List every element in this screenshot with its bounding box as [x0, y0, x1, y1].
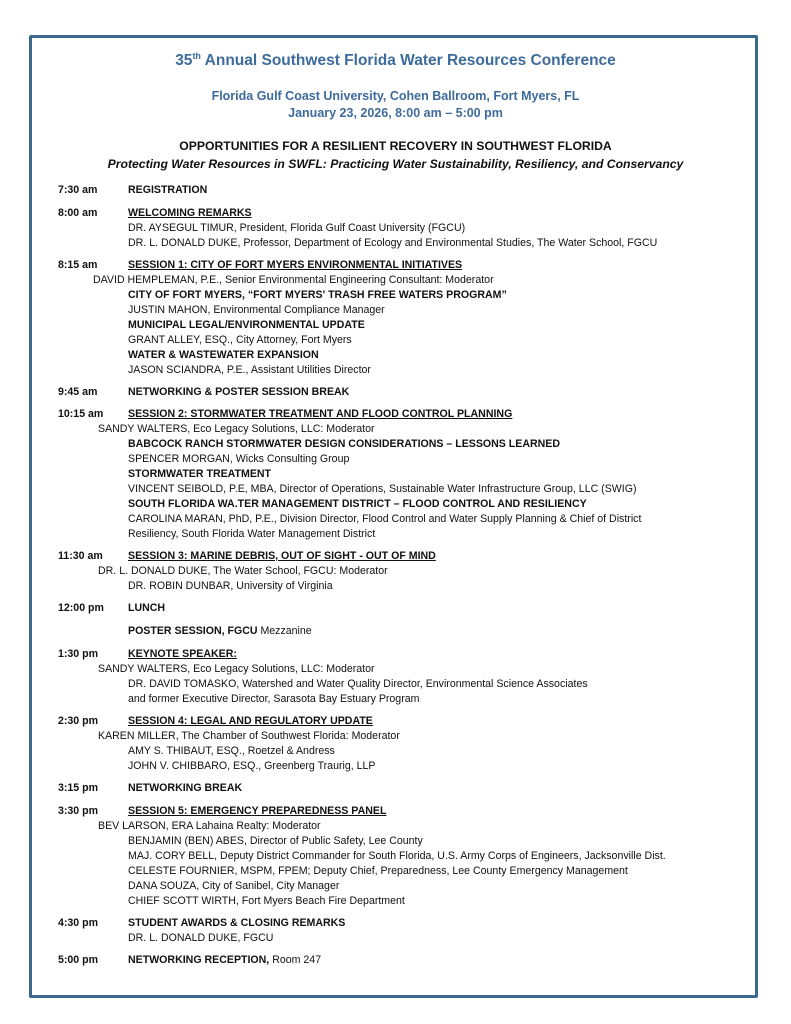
speaker: JASON SCIANDRA, P.E., Assistant Utilities Director	[128, 364, 371, 376]
agenda-time: 4:30 pm	[58, 917, 99, 929]
agenda-time: 9:45 am	[58, 386, 98, 398]
agenda-title	[128, 781, 242, 796]
title-number: 35	[175, 52, 193, 70]
talk-title: MUNICIPAL LEGAL/ENVIRONMENTAL UPDATE	[128, 319, 365, 331]
moderator: SANDY WALTERS, Eco Legacy Solutions, LLC: Moderator	[98, 663, 375, 675]
agenda-time: 2:30 pm	[58, 715, 99, 727]
agenda-title-text: SESSION 2: STORMWATER TREATMENT AND FLOOD CONTROL PLANNING	[128, 408, 513, 420]
agenda-time: 3:30 pm	[58, 805, 99, 817]
speaker: DR. AYSEGUL TIMUR, President, Florida Gulf Coast University (FGCU)	[128, 222, 466, 234]
agenda-time: 8:00 am	[58, 207, 98, 219]
moderator: BEV LARSON, ERA Lahaina Realty: Moderator	[98, 820, 321, 832]
talk-title: SOUTH FLORIDA WA.TER MANAGEMENT DISTRICT – FLOOD CONTROL AND RESILIENCY	[128, 498, 587, 510]
agenda-title-text: SESSION 5: EMERGENCY PREPAREDNESS PANEL	[128, 805, 387, 817]
moderator: SANDY WALTERS, Eco Legacy Solutions, LLC: Moderator	[98, 423, 375, 435]
speaker: CHIEF SCOTT WIRTH, Fort Myers Beach Fire Department	[128, 895, 405, 907]
agenda-title-location: Mezzanine	[257, 625, 312, 637]
event-date: January 23, 2026, 8:00 am – 5:00 pm	[288, 106, 503, 120]
speaker: GRANT ALLEY, ESQ., City Attorney, Fort Myers	[128, 334, 352, 346]
agenda-title-text: NETWORKING & POSTER SESSION BREAK	[128, 386, 350, 398]
agenda-title	[128, 916, 345, 931]
speaker: DR. L. DONALD DUKE, FGCU	[128, 932, 274, 944]
speaker: JOHN V. CHIBBARO, ESQ., Greenberg Traurig, LLP	[128, 760, 376, 772]
agenda-title	[128, 647, 237, 662]
speaker: DR. DAVID TOMASKO, Watershed and Water Quality Director, Environmental Science Associates	[128, 678, 588, 690]
agenda-time: 10:15 am	[58, 408, 104, 420]
agenda-time: 12:00 pm	[58, 602, 104, 614]
title-ordinal: th	[192, 51, 201, 61]
speaker: DR. ROBIN DUNBAR, University of Virginia	[128, 580, 333, 592]
speaker: BENJAMIN (BEN) ABES, Director of Public Safety, Lee County	[128, 835, 423, 847]
agenda-time: 3:15 pm	[58, 782, 99, 794]
agenda-title-text: SESSION 3: MARINE DEBRIS, OUT OF SIGHT - OUT OF MIND	[128, 550, 436, 562]
speaker: MAJ. CORY BELL, Deputy District Commander for South Florida, U.S. Army Corps of Engineers, Jacksonville Dist.	[128, 850, 666, 862]
moderator: KAREN MILLER, The Chamber of Southwest Florida: Moderator	[98, 730, 400, 742]
subtheme: Protecting Water Resources in SWFL: Practicing Water Sustainability, Resiliency, and Conservancy	[107, 157, 684, 171]
agenda-time: 8:15 am	[58, 259, 98, 271]
agenda-time: 5:00 pm	[58, 954, 99, 966]
moderator: DAVID HEMPLEMAN, P.E., Senior Environmental Engineering Consultant: Moderator	[93, 274, 494, 286]
talk-title: BABCOCK RANCH STORMWATER DESIGN CONSIDERATIONS – LESSONS LEARNED	[128, 438, 561, 450]
agenda-title-text: POSTER SESSION, FGCU	[128, 625, 258, 637]
agenda-title	[128, 385, 349, 400]
speaker: DR. L. DONALD DUKE, Professor, Department of Ecology and Environmental Studies, The Water School, FGCU	[128, 237, 658, 249]
agenda-title	[128, 549, 436, 564]
venue: Florida Gulf Coast University, Cohen Ballroom, Fort Myers, FL	[211, 89, 580, 103]
talk-title: STORMWATER TREATMENT	[128, 468, 272, 480]
agenda-title	[128, 258, 462, 273]
speaker: JUSTIN MAHON, Environmental Compliance Manager	[128, 304, 385, 316]
agenda-title	[128, 624, 312, 639]
agenda-title-text: KEYNOTE SPEAKER:	[128, 648, 237, 660]
agenda-title	[128, 714, 373, 729]
title-text: Annual Southwest Florida Water Resources Conference	[200, 52, 616, 70]
agenda-title-text: STUDENT AWARDS & CLOSING REMARKS	[128, 917, 346, 929]
agenda-time: 11:30 am	[58, 550, 103, 562]
agenda-title	[128, 183, 207, 198]
speaker: CAROLINA MARAN, PhD, P.E., Division Director, Flood Control and Water Supply Planning & Chief of District	[128, 513, 642, 525]
conference-title	[0, 51, 791, 70]
agenda-title-text: SESSION 4: LEGAL AND REGULATORY UPDATE	[128, 715, 373, 727]
agenda-time: 7:30 am	[58, 184, 98, 196]
moderator: DR. L. DONALD DUKE, The Water School, FGCU: Moderator	[98, 565, 388, 577]
agenda-title-text: NETWORKING BREAK	[128, 782, 243, 794]
agenda-title-text: LUNCH	[128, 602, 166, 614]
talk-title: CITY OF FORT MYERS, “FORT MYERS' TRASH FREE WATERS PROGRAM”	[128, 289, 507, 301]
agenda-title-text: REGISTRATION	[128, 184, 208, 196]
agenda-title-text: NETWORKING RECEPTION,	[128, 954, 270, 966]
agenda-time: 1:30 pm	[58, 648, 99, 660]
agenda-title	[128, 601, 165, 616]
agenda-title	[128, 206, 252, 221]
speaker: CELESTE FOURNIER, MSPM, FPEM; Deputy Chief, Preparedness, Lee County Emergency Management	[128, 865, 628, 877]
speaker: VINCENT SEIBOLD, P.E, MBA, Director of Operations, Sustainable Water Infrastructure Group, LLC (SWIG)	[128, 483, 637, 495]
agenda-title-text: WELCOMING REMARKS	[128, 207, 252, 219]
speaker: and former Executive Director, Sarasota Bay Estuary Program	[128, 693, 420, 705]
agenda-title	[128, 953, 321, 968]
theme: OPPORTUNITIES FOR A RESILIENT RECOVERY IN SOUTHWEST FLORIDA	[179, 139, 612, 153]
agenda-title	[128, 804, 386, 819]
talk-title: WATER & WASTEWATER EXPANSION	[128, 349, 319, 361]
agenda-title-location: Room 247	[269, 954, 322, 966]
agenda-title-text: SESSION 1: CITY OF FORT MYERS ENVIRONMENTAL INITIATIVES	[128, 259, 463, 271]
speaker: Resiliency, South Florida Water Management District	[128, 528, 376, 540]
agenda-title	[128, 407, 512, 422]
speaker: SPENCER MORGAN, Wicks Consulting Group	[128, 453, 350, 465]
speaker: AMY S. THIBAUT, ESQ., Roetzel & Andress	[128, 745, 335, 757]
speaker: DANA SOUZA, City of Sanibel, City Manager	[128, 880, 340, 892]
